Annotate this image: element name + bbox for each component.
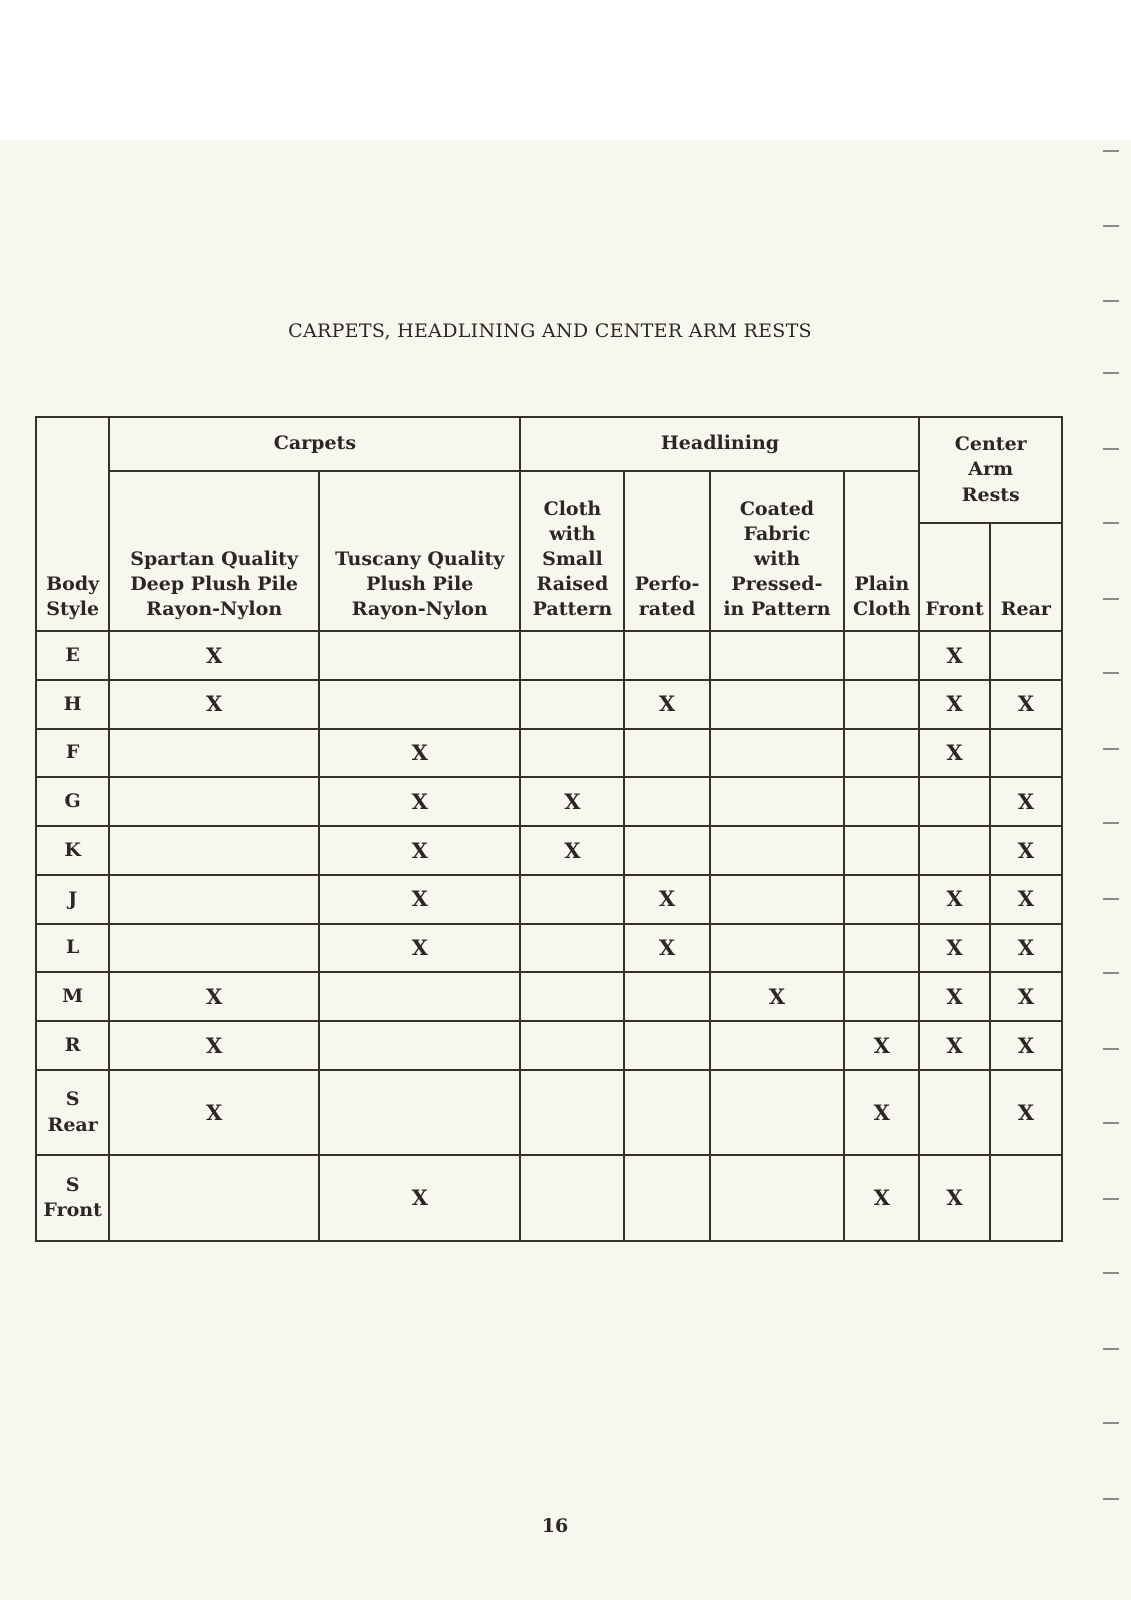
edge-mark <box>1103 898 1119 900</box>
table-row <box>36 631 1062 680</box>
body-style-label: L <box>65 936 80 959</box>
option-mark <box>319 631 521 680</box>
option-mark <box>624 1155 709 1241</box>
header-headlining: Headlining <box>520 417 919 471</box>
option-mark <box>710 680 844 729</box>
option-mark: X <box>624 680 709 729</box>
option-mark: X <box>520 777 624 826</box>
body-style-label: E <box>65 643 80 666</box>
body-style-cell <box>36 1070 109 1156</box>
body-style-label: F <box>65 741 80 764</box>
body-style-cell <box>36 924 109 973</box>
option-mark <box>710 777 844 826</box>
option-mark: X <box>109 1021 319 1070</box>
option-mark: X <box>844 1070 919 1156</box>
option-mark: X <box>319 729 521 778</box>
page-title: CARPETS, HEADLINING AND CENTER ARM RESTS <box>288 320 812 342</box>
body-style-cell <box>36 1155 109 1241</box>
option-mark <box>624 777 709 826</box>
body-style-cell <box>36 777 109 826</box>
edge-mark <box>1103 1272 1119 1274</box>
option-mark: X <box>624 924 709 973</box>
body-style-cell <box>36 972 109 1021</box>
body-style-cell <box>36 826 109 875</box>
option-mark: X <box>319 1155 521 1241</box>
option-mark <box>710 1021 844 1070</box>
option-mark <box>624 1070 709 1156</box>
option-mark: X <box>990 826 1062 875</box>
option-mark: X <box>109 680 319 729</box>
option-mark <box>624 729 709 778</box>
option-mark <box>319 680 521 729</box>
edge-mark <box>1103 1198 1119 1200</box>
header-line: Cloth <box>852 597 911 620</box>
header-line: Plain <box>854 572 910 595</box>
body-style-cell <box>36 1021 109 1070</box>
option-mark <box>624 631 709 680</box>
header-plain-cloth <box>844 471 919 631</box>
option-mark: X <box>990 777 1062 826</box>
option-mark <box>109 875 319 924</box>
option-mark <box>624 972 709 1021</box>
header-cloth-raised-pattern <box>520 471 624 631</box>
edge-mark <box>1103 225 1119 227</box>
header-line: Plush Pile <box>366 572 474 595</box>
option-mark <box>109 826 319 875</box>
header-coated-fabric <box>710 471 844 631</box>
option-mark: X <box>919 729 989 778</box>
header-line: with <box>753 547 801 570</box>
header-line: Style <box>46 597 100 620</box>
header-tuscany <box>319 471 521 631</box>
header-rear: Rear <box>990 523 1062 631</box>
header-line: Deep Plush Pile <box>130 572 299 595</box>
body-style-label: R <box>64 1033 81 1056</box>
body-style-cell <box>36 875 109 924</box>
edge-mark <box>1103 1498 1119 1500</box>
option-mark: X <box>990 680 1062 729</box>
option-mark <box>319 1021 521 1070</box>
trim-options-table <box>35 416 1063 1242</box>
body-style-cell <box>36 729 109 778</box>
option-mark: X <box>919 631 989 680</box>
table-row <box>36 729 1062 778</box>
option-mark <box>319 972 521 1021</box>
edge-mark <box>1103 748 1119 750</box>
header-line: Spartan Quality <box>130 547 298 570</box>
header-line: Rayon-Nylon <box>146 597 283 620</box>
option-mark <box>520 972 624 1021</box>
option-mark <box>624 1021 709 1070</box>
header-line: Rayon-Nylon <box>351 597 488 620</box>
option-mark: X <box>844 1021 919 1070</box>
header-line: with <box>549 522 596 545</box>
table-row <box>36 1021 1062 1070</box>
header-perforated <box>624 471 709 631</box>
body-style-label: S <box>65 1174 80 1197</box>
option-mark: X <box>919 680 989 729</box>
header-line: Coated <box>739 497 815 520</box>
option-mark: X <box>919 972 989 1021</box>
edge-mark <box>1103 522 1119 524</box>
option-mark <box>520 680 624 729</box>
header-line: Small <box>542 547 603 570</box>
option-mark <box>109 777 319 826</box>
option-mark: X <box>990 924 1062 973</box>
option-mark <box>844 972 919 1021</box>
option-mark <box>844 729 919 778</box>
header-spartan <box>109 471 319 631</box>
edge-mark <box>1103 448 1119 450</box>
option-mark <box>710 1155 844 1241</box>
option-mark: X <box>109 1070 319 1156</box>
body-style-cell <box>36 680 109 729</box>
option-mark: X <box>109 631 319 680</box>
table-row <box>36 680 1062 729</box>
header-line: rated <box>638 597 696 620</box>
option-mark: X <box>319 777 521 826</box>
option-mark <box>520 875 624 924</box>
option-mark <box>710 1070 844 1156</box>
edge-mark <box>1103 972 1119 974</box>
edge-mark <box>1103 822 1119 824</box>
body-style-label: J <box>68 887 78 910</box>
page-number: 16 <box>541 1515 569 1537</box>
option-mark: X <box>520 826 624 875</box>
edge-mark <box>1103 672 1119 674</box>
edge-mark <box>1103 1348 1119 1350</box>
option-mark: X <box>319 924 521 973</box>
option-mark <box>990 631 1062 680</box>
option-mark <box>520 1021 624 1070</box>
edge-mark <box>1103 372 1119 374</box>
option-mark <box>844 875 919 924</box>
header-carpets: Carpets <box>109 417 520 471</box>
edge-mark <box>1103 300 1119 302</box>
option-mark <box>109 924 319 973</box>
table-row <box>36 1155 1062 1241</box>
option-mark <box>990 729 1062 778</box>
header-body-style <box>36 417 109 631</box>
option-mark <box>990 1155 1062 1241</box>
option-mark <box>844 777 919 826</box>
option-mark <box>710 729 844 778</box>
header-line: Raised <box>536 572 609 595</box>
option-mark: X <box>844 1155 919 1241</box>
option-mark: X <box>919 1155 989 1241</box>
option-mark <box>844 826 919 875</box>
option-mark <box>710 826 844 875</box>
body-style-cell <box>36 631 109 680</box>
body-style-label: S <box>65 1088 80 1111</box>
option-mark <box>319 1070 521 1156</box>
header-line: Arm <box>968 458 1014 481</box>
header-line: Perfo- <box>634 572 700 595</box>
header-line: Tuscany Quality <box>335 547 505 570</box>
header-line: in Pattern <box>723 597 831 620</box>
option-mark: X <box>990 972 1062 1021</box>
edge-mark <box>1103 1048 1119 1050</box>
header-center-arm-rests <box>919 417 1062 523</box>
header-line: Fabric <box>743 522 811 545</box>
header-front: Front <box>919 523 989 631</box>
option-mark <box>710 631 844 680</box>
option-mark <box>919 826 989 875</box>
option-mark: X <box>710 972 844 1021</box>
body-style-label: H <box>63 692 82 715</box>
header-line: Pattern <box>532 597 613 620</box>
option-mark <box>919 1070 989 1156</box>
body-style-label: Rear <box>47 1113 98 1136</box>
option-mark <box>844 924 919 973</box>
header-line: Rests <box>961 483 1020 506</box>
table-body <box>36 631 1062 1241</box>
table-row <box>36 875 1062 924</box>
edge-mark <box>1103 1122 1119 1124</box>
option-mark: X <box>919 875 989 924</box>
option-mark <box>710 924 844 973</box>
body-style-label: M <box>62 985 84 1008</box>
table-row <box>36 924 1062 973</box>
option-mark: X <box>990 1070 1062 1156</box>
option-mark: X <box>919 1021 989 1070</box>
option-mark <box>520 631 624 680</box>
edge-mark <box>1103 598 1119 600</box>
option-mark <box>919 777 989 826</box>
option-mark <box>710 875 844 924</box>
option-mark: X <box>990 1021 1062 1070</box>
table-row <box>36 777 1062 826</box>
option-mark <box>844 631 919 680</box>
header-line: Center <box>954 433 1027 456</box>
option-mark <box>520 1070 624 1156</box>
option-mark: X <box>319 826 521 875</box>
edge-mark <box>1103 150 1119 152</box>
option-mark <box>109 1155 319 1241</box>
option-mark: X <box>319 875 521 924</box>
header-line: Body <box>46 572 100 595</box>
body-style-label: Front <box>43 1199 102 1222</box>
option-mark <box>520 924 624 973</box>
option-mark <box>624 826 709 875</box>
header-line: Pressed- <box>731 572 823 595</box>
option-mark: X <box>919 924 989 973</box>
option-mark: X <box>990 875 1062 924</box>
table-row <box>36 1070 1062 1156</box>
header-line: Cloth <box>543 497 602 520</box>
table-row <box>36 972 1062 1021</box>
option-mark <box>844 680 919 729</box>
option-mark <box>520 1155 624 1241</box>
table-row <box>36 826 1062 875</box>
body-style-label: G <box>64 790 81 813</box>
option-mark: X <box>624 875 709 924</box>
body-style-label: K <box>64 838 81 861</box>
option-mark: X <box>109 972 319 1021</box>
edge-mark <box>1103 1422 1119 1424</box>
option-mark <box>109 729 319 778</box>
option-mark <box>520 729 624 778</box>
